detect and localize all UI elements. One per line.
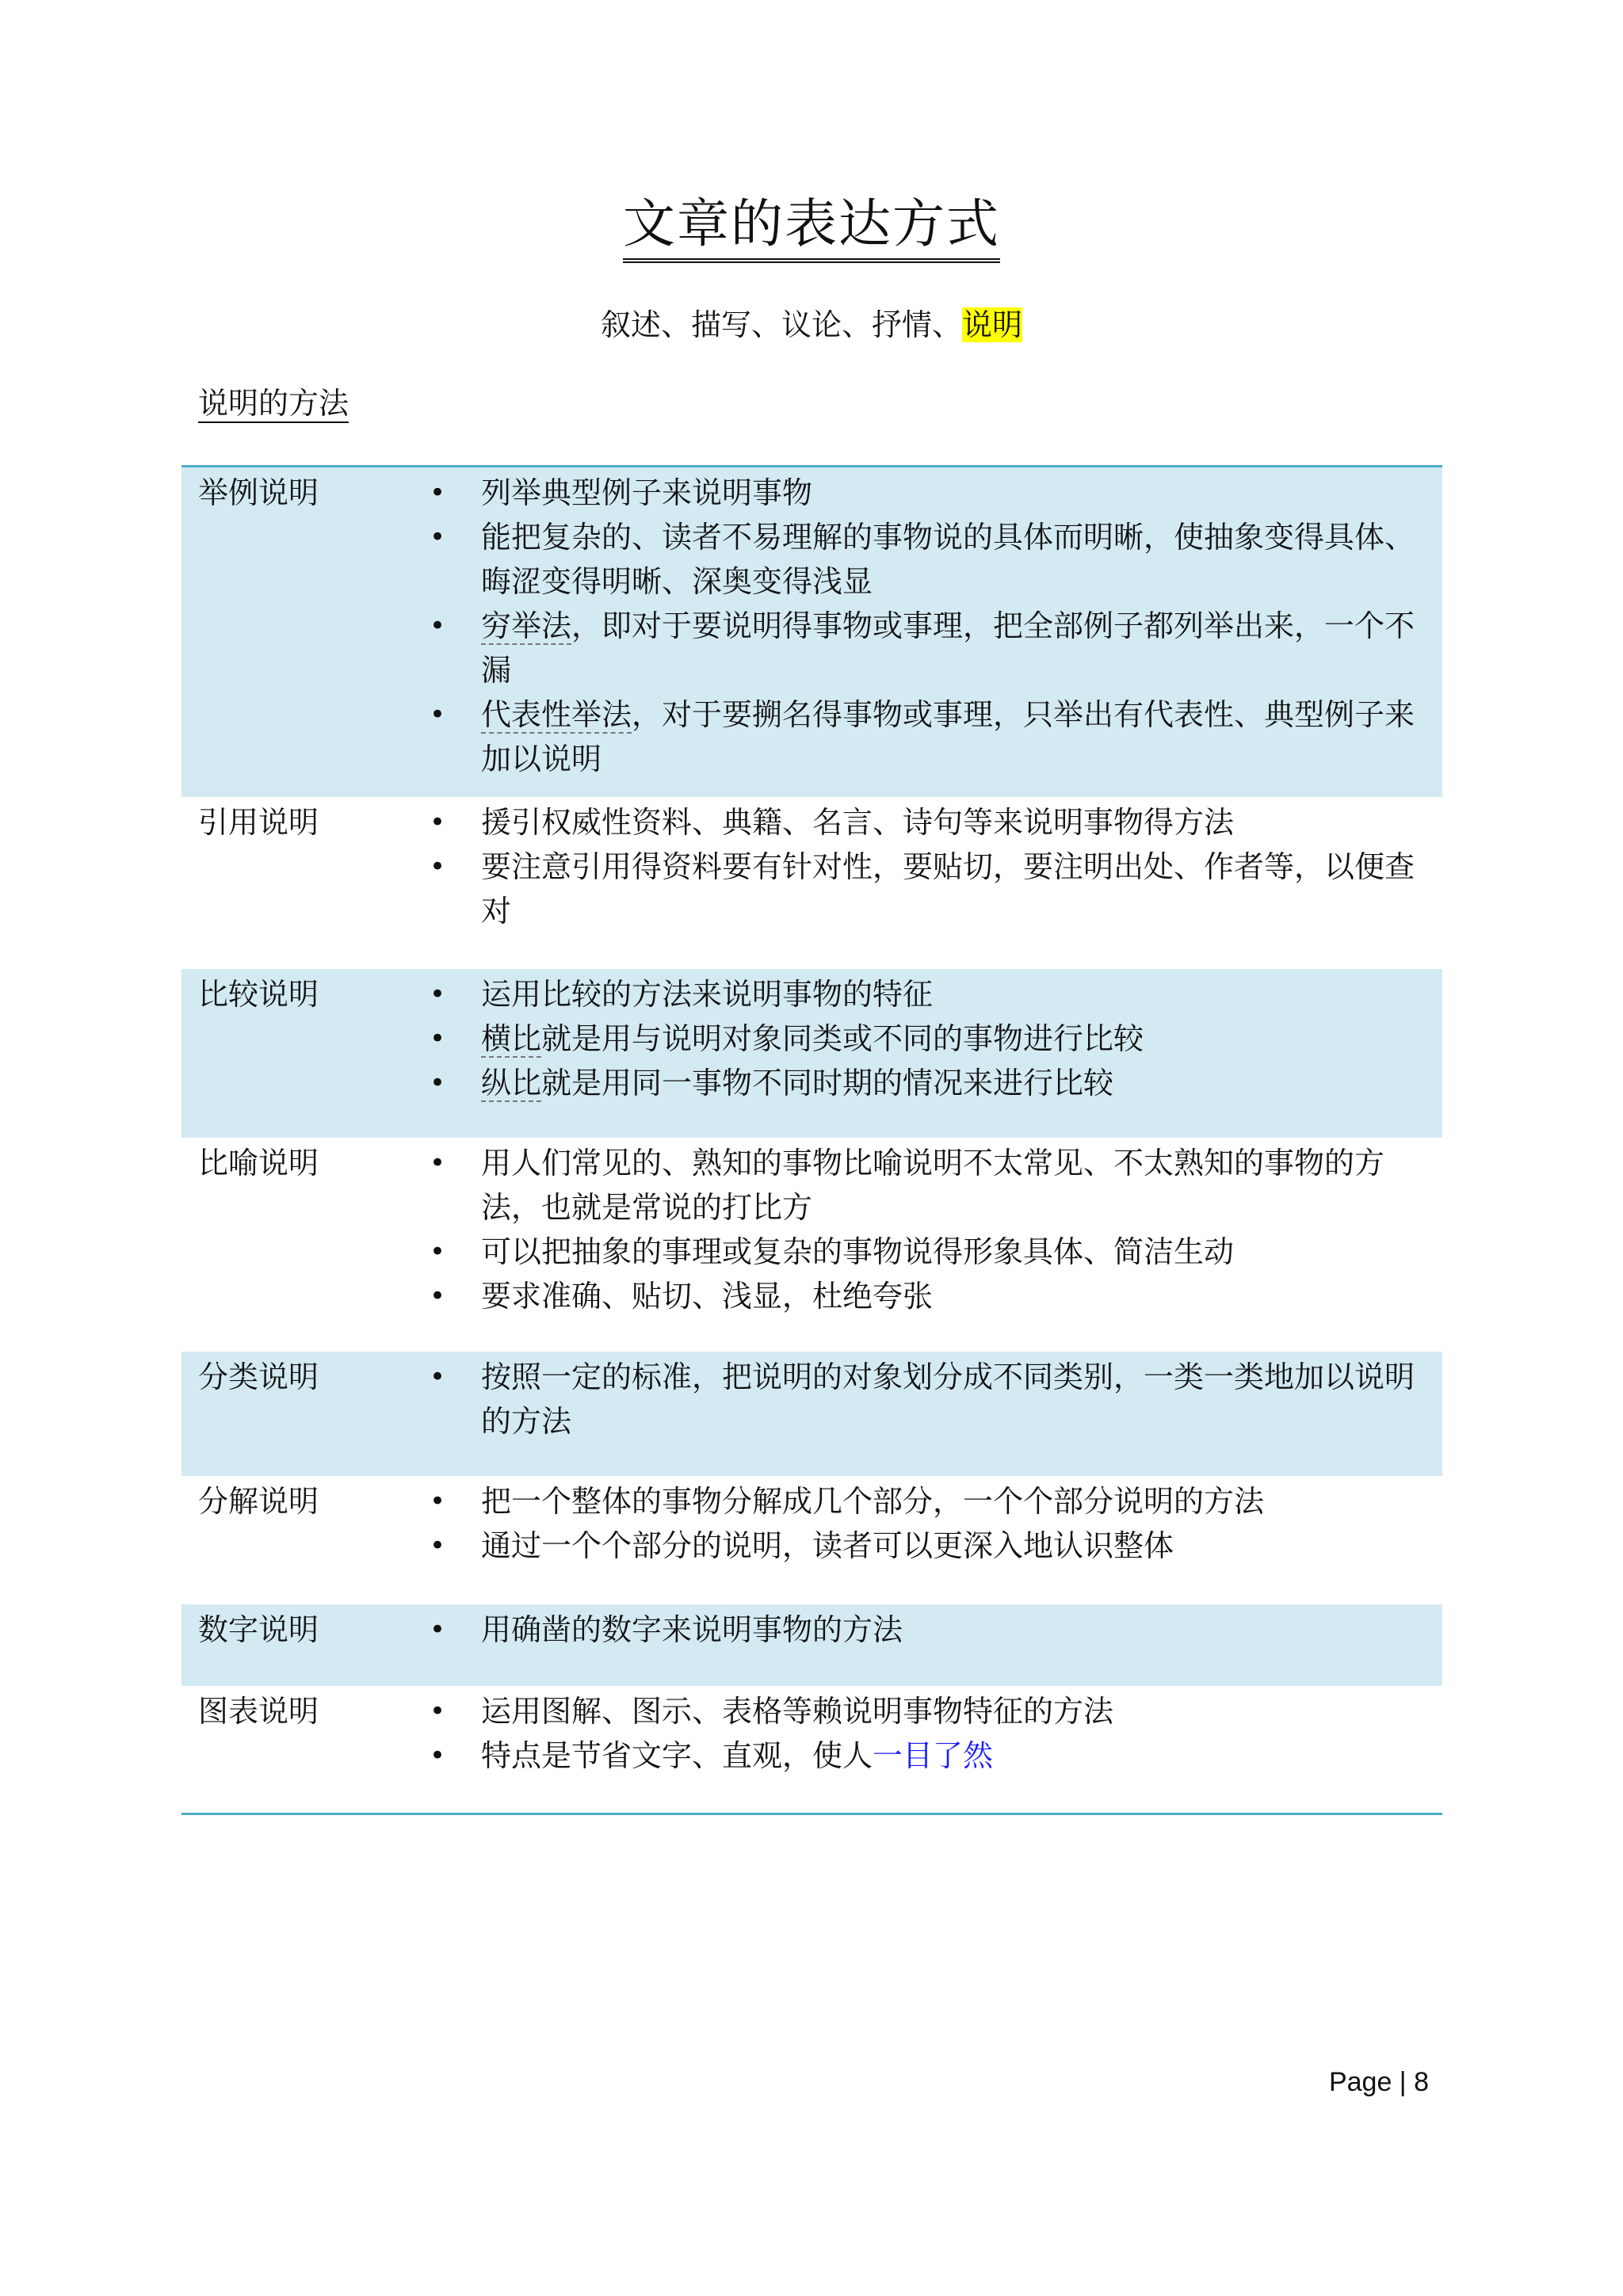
list-item [395,1230,1428,1274]
list-item [395,1141,1428,1230]
list-item [395,471,1428,515]
row-items [395,969,1442,1138]
item-text: 要注意引用得资料要有针对性，要贴切，要注明出处、作者等，以便查对 [481,849,1415,929]
list-item [395,1733,1428,1778]
list-item [395,1274,1428,1318]
item-text: 运用比较的方法来说明事物的特征 [481,977,934,1012]
page-title-text: 文章的表达方式 [623,198,1000,263]
row-category: 图表说明 [198,1694,319,1729]
bullet-icon: • [430,521,446,553]
subtitle-highlight: 说明 [962,307,1023,342]
bullet-icon: • [430,1067,446,1099]
subtitle-prefix: 叙述、描写、议论、抒情、 [600,307,962,342]
methods-table [181,465,1442,1815]
item-text: ，即对于要说明得事物或事理，把全部例子都列举出来，一个不漏 [481,608,1415,688]
row-items [395,1686,1442,1813]
page-number: Page | 8 [1328,2067,1429,2097]
bullet-icon: • [430,851,446,883]
table-row [181,969,1442,1138]
bullet-icon: • [430,1147,446,1179]
bullet-icon: • [430,1530,446,1562]
row-items [395,1476,1442,1604]
list-item [395,845,1428,933]
item-text: 按照一定的标准，把说明的对象划分成不同类别，一类一类地加以说明的方法 [481,1360,1415,1439]
bullet-icon: • [430,699,446,730]
bullet-icon: • [430,1023,446,1055]
row-category: 分解说明 [198,1484,319,1519]
item-text: 把一个整体的事物分解成几个部分，一个个部分说明的方法 [481,1484,1265,1519]
bullet-icon: • [430,1695,446,1727]
list-item [395,1479,1428,1524]
table-row [181,1476,1442,1604]
bullet-icon: • [430,1280,446,1312]
item-term: 横比 [481,1021,542,1056]
bullet-icon: • [430,1361,446,1393]
bullet-icon: • [430,1236,446,1268]
item-text: 就是用同一事物不同时期的情况来进行比较 [541,1066,1114,1100]
row-category: 分类说明 [198,1360,319,1394]
table-row [181,1604,1442,1686]
row-category: 比较说明 [198,977,319,1012]
item-text: 运用图解、图示、表格等赖说明事物特征的方法 [481,1694,1114,1729]
item-text: 列举典型例子来说明事物 [481,475,813,510]
table-row [181,1352,1442,1476]
list-item [395,1061,1428,1105]
item-text: 特点是节省文字、直观，使人 [481,1738,873,1773]
list-item [395,972,1428,1016]
row-category: 引用说明 [198,805,319,840]
row-items [395,1352,1442,1476]
table-row [181,1138,1442,1352]
list-item [395,1355,1428,1444]
subtitle [0,304,1623,345]
table-row [181,797,1442,969]
row-category: 举例说明 [198,475,319,510]
item-text: 要求准确、贴切、浅显，杜绝夸张 [481,1279,934,1314]
bullet-icon: • [430,1486,446,1517]
bullet-icon: • [430,477,446,509]
row-items [395,1604,1442,1686]
bullet-icon: • [430,1740,446,1772]
table-row [181,1686,1442,1813]
row-items [395,1138,1442,1352]
item-text: 可以把抽象的事理或复杂的事物说得形象具体、简洁生动 [481,1234,1235,1269]
section-heading: 说明的方法 [198,386,349,421]
list-item [395,1524,1428,1568]
item-term: 纵比 [481,1066,542,1100]
item-text: 通过一个个部分的说明，读者可以更深入地认识整体 [481,1528,1174,1563]
item-text: ，对于要搠名得事物或事理，只举出有代表性、典型例子来加以说明 [481,697,1415,776]
list-item [395,604,1428,692]
row-category: 数字说明 [198,1612,319,1647]
bullet-icon: • [430,1614,446,1646]
item-text: 用确凿的数字来说明事物的方法 [481,1612,903,1647]
list-item [395,1689,1428,1733]
row-items [395,797,1442,969]
item-term: 穷举法 [481,608,572,643]
item-text: 能把复杂的、读者不易理解的事物说的具体而明晰，使抽象变得具体、晦涩变得明晰、深奥变得浅显 [481,520,1415,599]
list-item [395,1608,1428,1652]
bullet-icon: • [430,807,446,838]
table-row [181,467,1442,797]
item-text: 援引权威性资料、典籍、名言、诗句等来说明事物得方法 [481,805,1235,840]
item-highlight-text: 一目了然 [873,1738,994,1773]
row-category: 比喻说明 [198,1146,319,1180]
row-items [395,467,1442,797]
list-item [395,692,1428,781]
bullet-icon: • [430,978,446,1010]
item-term: 代表性举法 [481,697,632,732]
list-item [395,515,1428,604]
bullet-icon: • [430,610,446,642]
list-item [395,1016,1428,1061]
item-text: 用人们常见的、熟知的事物比喻说明不太常见、不太熟知的事物的方法，也就是常说的打比方 [481,1146,1385,1225]
list-item [395,800,1428,845]
page-title [0,193,1623,263]
item-text: 就是用与说明对象同类或不同的事物进行比较 [541,1021,1144,1056]
